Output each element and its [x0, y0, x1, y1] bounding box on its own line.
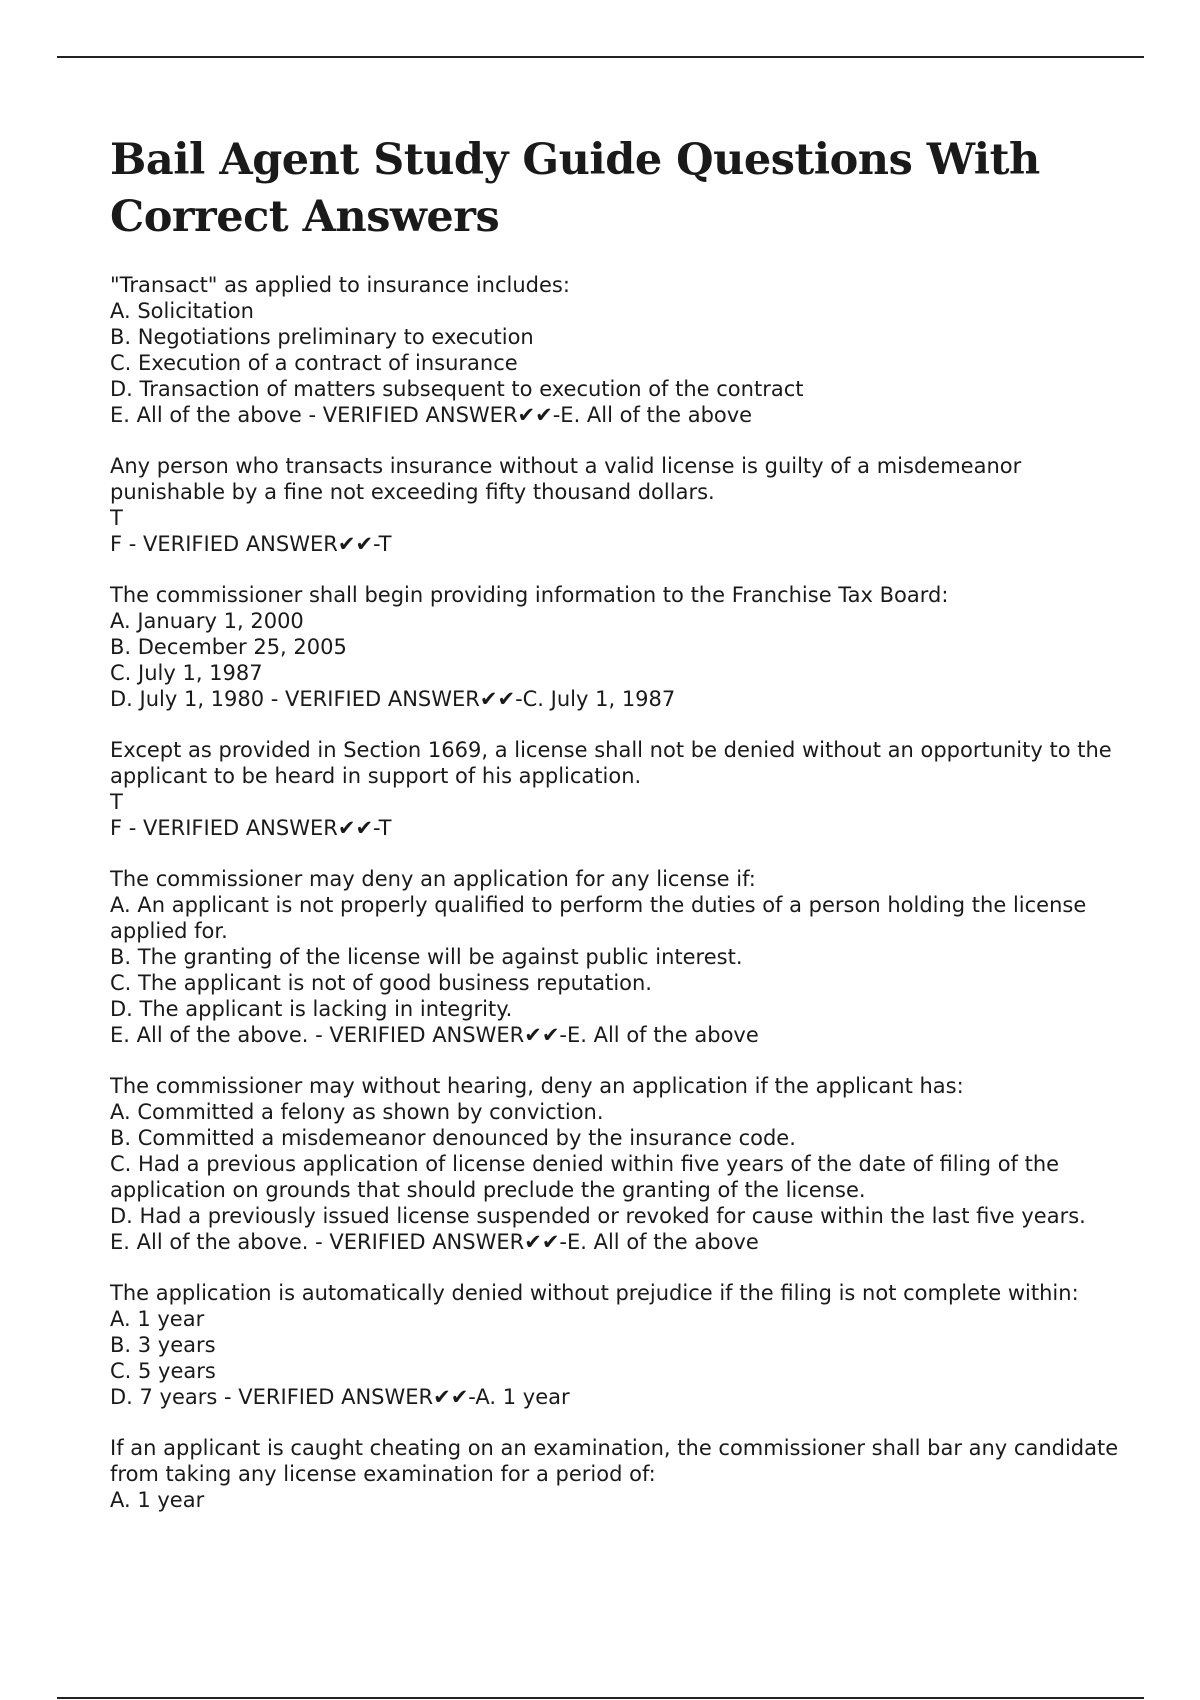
answer-option: C. July 1, 1987	[110, 661, 263, 685]
answer-option: E. All of the above. - VERIFIED ANSWER✔✔-E. All of the above	[110, 1023, 759, 1047]
answer-option: E. All of the above. - VERIFIED ANSWER✔✔-E. All of the above	[110, 1230, 759, 1254]
answer-option: A. Solicitation	[110, 299, 254, 323]
question-block	[110, 453, 1130, 557]
answer-option: F - VERIFIED ANSWER✔✔-T	[110, 816, 392, 840]
answer-option: A. An applicant is not properly qualified to perform the duties of a person holding the license applied for.	[110, 893, 1087, 943]
question-block	[110, 1435, 1130, 1513]
answer-option: B. Committed a misdemeanor denounced by the insurance code.	[110, 1126, 796, 1150]
answer-option: C. The applicant is not of good business reputation.	[110, 971, 652, 995]
answer-option: T	[110, 506, 123, 530]
question-text: "Transact" as applied to insurance includes:	[110, 273, 570, 297]
question-text: Any person who transacts insurance without a valid license is guilty of a misdemeanor punishable by a fine not exceeding fifty thousand dollars.	[110, 454, 1022, 504]
answer-option: A. January 1, 2000	[110, 609, 304, 633]
question-text: The commissioner may deny an application for any license if:	[110, 867, 756, 891]
answer-option: D. July 1, 1980 - VERIFIED ANSWER✔✔-C. July 1, 1987	[110, 687, 676, 711]
footer-rule	[57, 1697, 1144, 1699]
question-block	[110, 1073, 1130, 1255]
document-body	[110, 132, 1130, 1538]
question-block	[110, 582, 1130, 712]
question-block	[110, 737, 1130, 841]
question-text: The application is automatically denied without prejudice if the filing is not complete within:	[110, 1281, 1079, 1305]
answer-option: C. 5 years	[110, 1359, 216, 1383]
answer-option: A. Committed a felony as shown by conviction.	[110, 1100, 604, 1124]
answer-option: C. Execution of a contract of insurance	[110, 351, 518, 375]
answer-option: C. Had a previous application of license denied within five years of the date of filing of the application on grounds that should preclude the granting of the license.	[110, 1152, 1060, 1202]
answer-option: A. 1 year	[110, 1488, 205, 1512]
answer-option: B. December 25, 2005	[110, 635, 347, 659]
question-list	[110, 272, 1130, 1513]
answer-option: D. The applicant is lacking in integrity.	[110, 997, 513, 1021]
answer-option: D. Had a previously issued license suspended or revoked for cause within the last five years.	[110, 1204, 1086, 1228]
answer-option: F - VERIFIED ANSWER✔✔-T	[110, 532, 392, 556]
header-rule	[57, 56, 1144, 58]
question-text: Except as provided in Section 1669, a license shall not be denied without an opportunity to the applicant to be heard in support of his application.	[110, 738, 1112, 788]
question-text: If an applicant is caught cheating on an examination, the commissioner shall bar any candidate from taking any license examination for a period of:	[110, 1436, 1119, 1486]
answer-option: D. Transaction of matters subsequent to execution of the contract	[110, 377, 804, 401]
question-block	[110, 866, 1130, 1048]
answer-option: B. The granting of the license will be against public interest.	[110, 945, 743, 969]
question-block	[110, 272, 1130, 428]
answer-option: B. 3 years	[110, 1333, 216, 1357]
answer-option: B. Negotiations preliminary to execution	[110, 325, 534, 349]
answer-option: E. All of the above - VERIFIED ANSWER✔✔-E. All of the above	[110, 403, 753, 427]
document-title: Bail Agent Study Guide Questions With Correct Answers	[110, 135, 1040, 242]
question-text: The commissioner shall begin providing information to the Franchise Tax Board:	[110, 583, 949, 607]
question-text: The commissioner may without hearing, deny an application if the applicant has:	[110, 1074, 964, 1098]
answer-option: T	[110, 790, 123, 814]
question-block	[110, 1280, 1130, 1410]
answer-option: A. 1 year	[110, 1307, 205, 1331]
answer-option: D. 7 years - VERIFIED ANSWER✔✔-A. 1 year	[110, 1385, 570, 1409]
